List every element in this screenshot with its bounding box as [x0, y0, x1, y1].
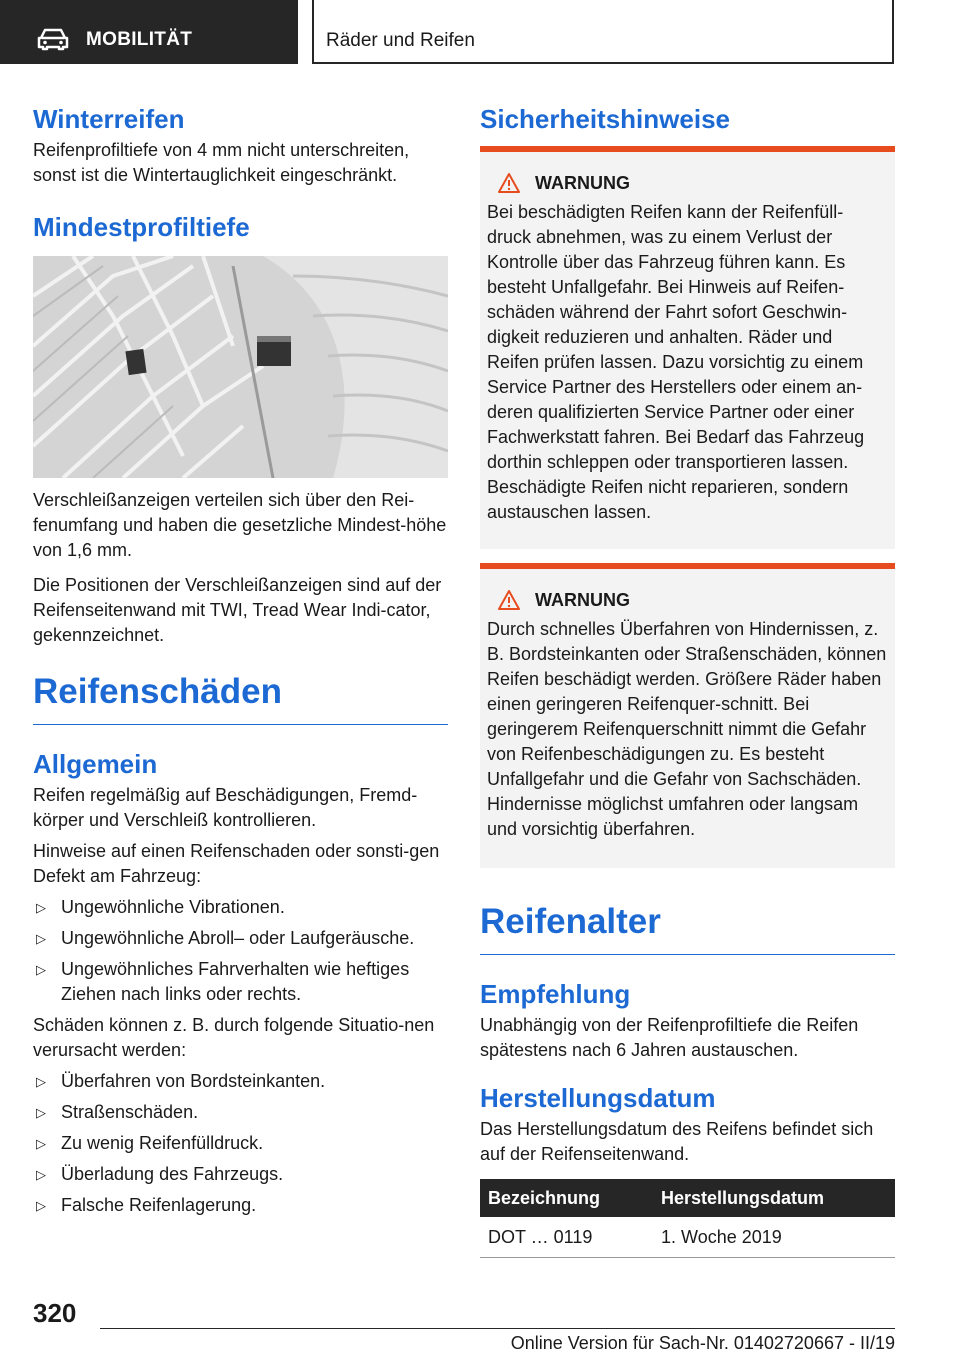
warning-text-2: Durch schnelles Überfahren von Hindernissen, z. B. Bordsteinkanten oder Straßenschäden, können Reifen beschädigt werden. Größere Räder haben einen geringeren Reifenquer-schnitt. Bei geringerem Reifenquerschnitt nimmt die Gefahr von Reifenbeschädigungen zu. Es besteht Unfallgefahr und die Gefahr von Sachschäden. Hindernisse möglichst umfahren oder langsam und vorsichtig überfahren.: [487, 619, 887, 839]
warning-label: WARNUNG: [535, 589, 630, 610]
warning-label: WARNUNG: [535, 172, 630, 193]
cause-list: [33, 1069, 448, 1218]
warning-triangle-icon: [497, 172, 521, 194]
recommendation-heading: Empfehlung: [480, 979, 631, 1009]
safety-heading: Sicherheitshinweise: [480, 104, 730, 134]
list-item: ▷ Ungewöhnliches Fahrverhalten wie heftiges Ziehen nach links oder rechts.: [36, 959, 410, 1004]
triangle-bullet-icon: ▷: [36, 1198, 46, 1213]
triangle-bullet-icon: ▷: [36, 1105, 46, 1120]
triangle-bullet-icon: ▷: [36, 931, 46, 946]
list-item: ▷ Überladung des Fahrzeugs.: [33, 1162, 448, 1187]
general-heading: Allgemein: [33, 749, 158, 779]
general-text-1: Reifen regelmäßig auf Beschädigungen, Fremd-körper und Verschleiß kontrollieren.: [33, 785, 418, 830]
chapter-title: Räder und Reifen: [326, 30, 475, 51]
recommendation-text: Unabhängig von der Reifenprofiltiefe die Reifen spätestens nach 6 Jahren austauschen.: [480, 1015, 859, 1060]
page-number: 320: [33, 1298, 77, 1328]
list-item: ▷ Überfahren von Bordsteinkanten.: [33, 1069, 448, 1094]
table-header: Bezeichnung: [480, 1179, 653, 1217]
triangle-bullet-icon: ▷: [36, 1167, 46, 1182]
triangle-bullet-icon: ▷: [36, 900, 46, 915]
general-text-3: Schäden können z. B. durch folgende Situatio-nen verursacht werden:: [33, 1015, 435, 1060]
warning-box-1: [480, 146, 895, 549]
triangle-bullet-icon: ▷: [36, 1074, 46, 1089]
warning-bar: [480, 563, 895, 569]
manufacture-date-text: Das Herstellungsdatum des Reifens befindet sich auf der Reifenseitenwand.: [480, 1119, 874, 1164]
chapter-tab: [312, 0, 894, 64]
table-header: Herstellungsdatum: [653, 1179, 895, 1217]
age-heading: Reifenalter: [480, 902, 661, 941]
warning-box-2: [480, 563, 895, 868]
section-title: MOBILITÄT: [86, 29, 193, 50]
warning-triangle-icon: [497, 589, 521, 611]
table-row: [480, 1217, 895, 1258]
damage-rule: [33, 724, 448, 725]
section-tab: [0, 0, 298, 64]
min-depth-heading: Mindestprofiltiefe: [33, 212, 250, 242]
list-item: ▷ Falsche Reifenlagerung.: [33, 1193, 448, 1218]
list-item: ▷ Straßenschäden.: [33, 1100, 448, 1125]
manufacture-date-heading: Herstellungsdatum: [480, 1083, 716, 1113]
list-item: ▷ Zu wenig Reifenfülldruck.: [33, 1131, 448, 1156]
winter-heading: Winterreifen: [33, 104, 185, 134]
min-depth-text-1: Verschleißanzeigen verteilen sich über den Rei-fenumfang und haben die gesetzliche Mindest-höhe von 1,6 mm.: [33, 490, 447, 560]
general-text-2: Hinweise auf einen Reifenschaden oder sonsti-gen Defekt am Fahrzeug:: [33, 841, 440, 886]
manufacture-date-table: [480, 1179, 895, 1258]
footer-online-version: Online Version für Sach-Nr. 01402720667 - II/19: [510, 1333, 895, 1353]
footer-rule: [100, 1328, 895, 1329]
damage-heading: Reifenschäden: [33, 672, 282, 711]
list-item: ▷ Ungewöhnliche Abroll– oder Laufgeräusche.: [33, 926, 448, 951]
min-depth-text-2: Die Positionen der Verschleißanzeigen sind auf der Reifenseitenwand mit TWI, Tread Wear Indi-cator, gekennzeichnet.: [33, 575, 442, 645]
triangle-bullet-icon: ▷: [36, 1136, 46, 1151]
warning-text-1: Bei beschädigten Reifen kann der Reifenfüll-druck abnehmen, was zu einem Verlust der Kontrolle über das Fahrzeug führen kann. Es besteht Unfallgefahr. Bei Hinweis auf Reifen-schäden während der Fahrt sofort Geschwin-digkeit reduzieren und anhalten. Räder und Reifen prüfen lassen. Dazu vorsichtig zu einem Service Partner des Herstellers oder einem an-deren qualifizierten Service Partner oder einer Fachwerkstatt fahren. Bei Bedarf das Fahrzeug dorthin schleppen oder transportieren lassen. Beschädigte Reifen nicht reparieren, sondern austauschen lassen.: [487, 202, 865, 522]
triangle-bullet-icon: ▷: [36, 962, 46, 977]
right-column: [480, 102, 895, 1258]
list-item: ▷ Ungewöhnliche Vibrationen.: [33, 895, 448, 920]
left-column: [33, 102, 448, 1218]
table-cell: 1. Woche 2019: [653, 1217, 895, 1258]
winter-text: Reifenprofiltiefe von 4 mm nicht unterschreiten, sonst ist die Wintertauglichkeit eingeschränkt.: [33, 140, 410, 185]
warning-bar: [480, 146, 895, 152]
table-cell: DOT … 0119: [480, 1217, 653, 1258]
car-icon: [36, 27, 70, 51]
tire-tread-illustration: [33, 256, 448, 478]
age-rule: [480, 954, 895, 955]
symptom-list: [33, 895, 448, 1007]
